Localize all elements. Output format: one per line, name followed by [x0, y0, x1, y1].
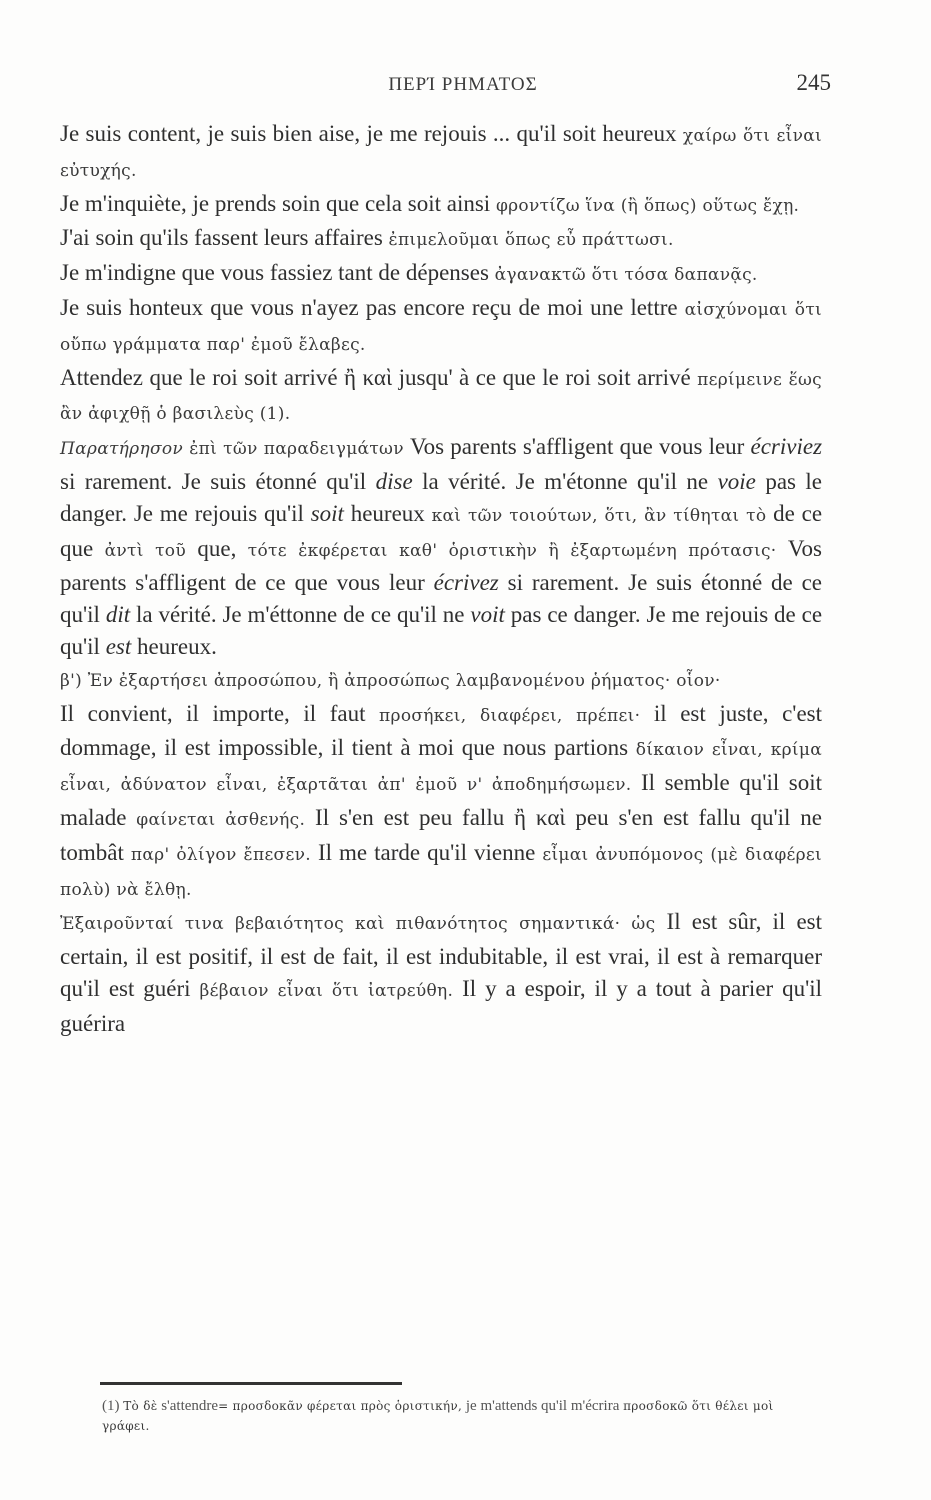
section-b-heading: β') Ἐν ἐξαρτήσει ἀπροσώπου, ἢ ἀπροσώπως λαμβανομένου ῥήματος· οἷον· — [60, 670, 721, 691]
running-title: ΠΕΡΊ ΡΗΜΑΤΟΣ — [388, 74, 538, 95]
paragraph: Je m'indigne que vous fassiez tant de dépenses ἀγανακτῶ ὅτι τόσα δαπανᾷς. — [60, 260, 758, 286]
main-text — [60, 118, 822, 1040]
paragraph: Attendez que le roi soit arrivé ἢ καὶ jusqu' à ce que le roi soit arrivé περίμεινε ἕως ἂν ἀφιχθῇ ὁ βασιλεὺς (1). — [60, 364, 822, 425]
section-b-paragraph: Il convient, il importe, il faut προσήκει, διαφέρει, πρέπει· il est juste, c'est dommage, il est impossible, il tient à moi que nous partions δίκαιον εἶναι, κρίμα εἶναι, ἀδύνατον εἶναι, ἐξαρτᾶται ἀπ' ἐμοῦ ν' ἀποδημήσωμεν. Il semble qu'il soit malade φαίνεται ἀσθενής. Il s'en est peu fallu ἢ καὶ peu s'en est fallu qu'il ne tombât παρ' ὀλίγον ἔπεσεν. Il me tarde qu'il vienne εἶμαι ἀνυπόμονος (μὲ διαφέρει πολὺ) νὰ ἔλθῃ. — [60, 700, 823, 900]
paragraph: Je suis honteux que vous n'ayez pas encore reçu de moi une lettre αἰσχύνομαι ὅτι οὔπω γράμματα παρ' ἐμοῦ ἔλαβες. — [60, 294, 823, 355]
examples-paragraph: Παρατήρησον ἐπὶ τῶν παραδειγμάτων Vos parents s'affligent que vous leur écriviez si rarement. Je suis étonné qu'il dise la vérité. Je m'étonne qu'il ne voie pas le danger. Je me rejouis qu'il soit heureux καὶ τῶν τοιούτων, ὅτι, ἂν τίθηται τὸ de ce que ἀντὶ τοῦ que, τότε ἐκφέρεται καθ' ὁριστικὴν ἢ ἐξαρτωμένη πρότασις· Vos parents s'affligent de ce que vous leur écrivez si rarement. Je suis étonné de ce qu'il dit la vérité. Je m'éttonne de ce qu'il ne voit pas ce danger. Je me rejouis de ce qu'il est heureux. — [60, 434, 823, 659]
page-header — [95, 70, 831, 104]
footnote-divider — [100, 1382, 402, 1385]
footnote: (1) Τὸ δὲ s'attendre= προσδοκᾶν φέρεται πρὸς ὁριστικήν, je m'attends qu'il m'écrira προσδοκῶ ὅτι θέλει μοὶ γράφει. — [102, 1398, 774, 1433]
page-number: 245 — [796, 70, 831, 95]
paragraph: Je suis content, je suis bien aise, je me rejouis ... qu'il soit heureux χαίρω ὅτι εἶναι εὐτυχής. — [60, 121, 823, 181]
paragraph: J'ai soin qu'ils fassent leurs affaires ἐπιμελοῦμαι ὅπως εὖ πράττωσι. — [60, 225, 674, 251]
footnote-mark: (1) — [102, 1398, 120, 1414]
paragraph: Je m'inquiète, je prends soin que cela soit ainsi φροντίζω ἵνα (ἢ ὅπως) οὕτως ἔχῃ. — [60, 190, 800, 216]
section-c-paragraph: Ἐξαιροῦνταί τινα βεβαιότητος καὶ πιθανότητος σημαντικά· ὡς Il est sûr, il est certain, il est positif, il est de fait, il est indubitable, il est vrai, il est à remarquer qu'il est guéri βέβαιον εἶναι ὅτι ἰατρεύθη. Il y a espoir, il y a tout à parier qu'il guérira — [60, 909, 823, 1036]
